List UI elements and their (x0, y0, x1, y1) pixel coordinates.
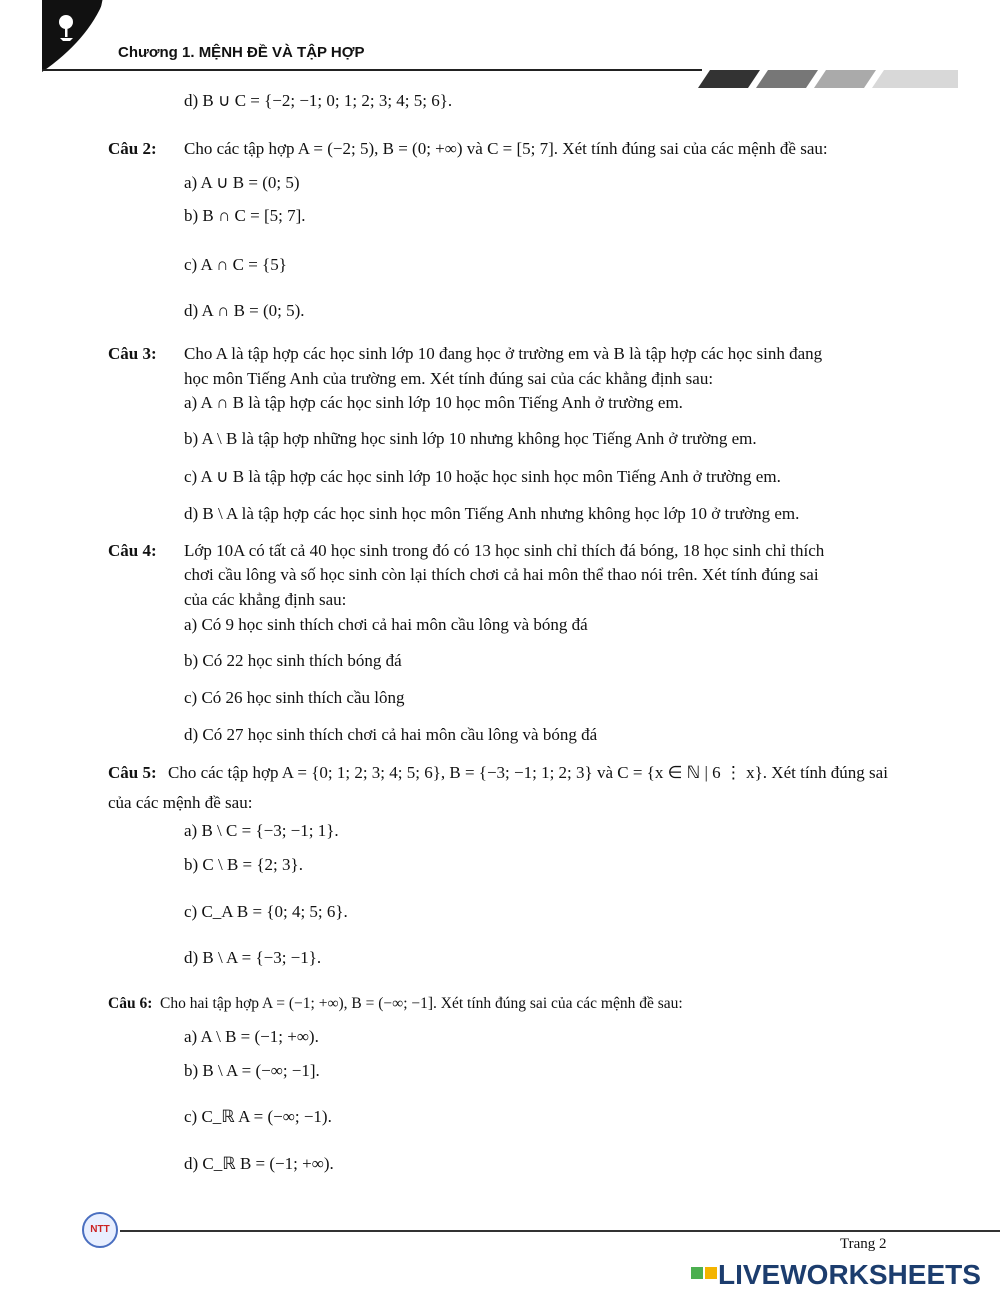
header-stripes (698, 70, 958, 88)
q2-label: Câu 2: (108, 139, 157, 158)
q3-d: d) B \ A là tập hợp các học sinh học môn Tiếng Anh nhưng không học lớp 10 ở trường em. (184, 504, 800, 523)
q4-line1: Lớp 10A có tất cả 40 học sinh trong đó có 13 học sinh chỉ thích đá bóng, 18 học sinh chỉ thích (184, 541, 825, 560)
q3-label: Câu 3: (108, 344, 157, 363)
q2-c: c) A ∩ C = {5} (184, 255, 287, 274)
q5-b: b) C \ B = {2; 3}. (184, 855, 303, 874)
q4-d: d) Có 27 học sinh thích chơi cả hai môn cầu lông và bóng đá (184, 725, 598, 744)
q6-a: a) A \ B = (−1; +∞). (184, 1027, 319, 1046)
q6-d: d) C_ℝ B = (−1; +∞). (184, 1154, 334, 1173)
q2-d: d) A ∩ B = (0; 5). (184, 301, 305, 320)
logo-square-icon (691, 1267, 703, 1279)
q5-a: a) B \ C = {−3; −1; 1}. (184, 821, 339, 840)
q4-b: b) Có 22 học sinh thích bóng đá (184, 651, 402, 670)
q2-b: b) B ∩ C = [5; 7]. (184, 206, 306, 225)
q2-a: a) A ∪ B = (0; 5) (184, 173, 300, 192)
q5-line2: của các mệnh đề sau: (108, 793, 253, 812)
header-divider (42, 69, 702, 71)
q3-b: b) A \ B là tập hợp những học sinh lớp 10 nhưng không học Tiếng Anh ở trường em. (184, 429, 757, 448)
q5-label: Câu 5: (108, 763, 157, 782)
q3-a: a) A ∩ B là tập hợp các học sinh lớp 10 học môn Tiếng Anh ở trường em. (184, 393, 683, 412)
q4-line3: của các khẳng định sau: (184, 590, 347, 609)
liveworksheets-brand-text: LIVEWORKSHEETS (718, 1259, 981, 1290)
liveworksheets-logo (690, 1259, 981, 1291)
q6-b: b) B \ A = (−∞; −1]. (184, 1061, 320, 1080)
q4-a: a) Có 9 học sinh thích chơi cả hai môn cầu lông và bóng đá (184, 615, 588, 634)
q5-c: c) C_A B = {0; 4; 5; 6}. (184, 902, 348, 921)
q6-c: c) C_ℝ A = (−∞; −1). (184, 1107, 332, 1126)
page-number: Trang 2 (840, 1236, 887, 1252)
q3-c: c) A ∪ B là tập hợp các học sinh lớp 10 hoặc học sinh học môn Tiếng Anh ở trường em. (184, 467, 781, 486)
chapter-corner-decoration (0, 0, 112, 72)
logo-square-icon (705, 1267, 717, 1279)
q4-c: c) Có 26 học sinh thích cầu lông (184, 688, 405, 707)
q6-text: Cho hai tập hợp A = (−1; +∞), B = (−∞; −1]. Xét tính đúng sai của các mệnh đề sau: (160, 995, 683, 1012)
q3-line1: Cho A là tập hợp các học sinh lớp 10 đang học ở trường em và B là tập hợp các học sinh đang (184, 344, 823, 363)
q2-text: Cho các tập hợp A = (−2; 5), B = (0; +∞) và C = [5; 7]. Xét tính đúng sai của các mệnh đề sau: (184, 139, 828, 158)
chapter-title: Chương 1. MỆNH ĐỀ VÀ TẬP HỢP (118, 44, 365, 61)
school-logo: NTT (82, 1212, 118, 1248)
q4-line2: chơi cầu lông và số học sinh còn lại thích chơi cả hai môn thể thao nói trên. Xét tính đúng sai (184, 565, 819, 584)
q5-line1: Cho các tập hợp A = {0; 1; 2; 3; 4; 5; 6}, B = {−3; −1; 1; 2; 3} và C = {x ∈ ℕ | 6 ⋮ x}. Xét tính đúng sai (168, 763, 888, 782)
prev-item-d: d) B ∪ C = {−2; −1; 0; 1; 2; 3; 4; 5; 6}. (184, 91, 453, 110)
q6-label: Câu 6: (108, 995, 153, 1012)
footer-divider (120, 1230, 1000, 1232)
q5-d: d) B \ A = {−3; −1}. (184, 948, 322, 967)
q3-line2: học môn Tiếng Anh của trường em. Xét tính đúng sai của các khẳng định sau: (184, 369, 714, 388)
q4-label: Câu 4: (108, 541, 157, 560)
